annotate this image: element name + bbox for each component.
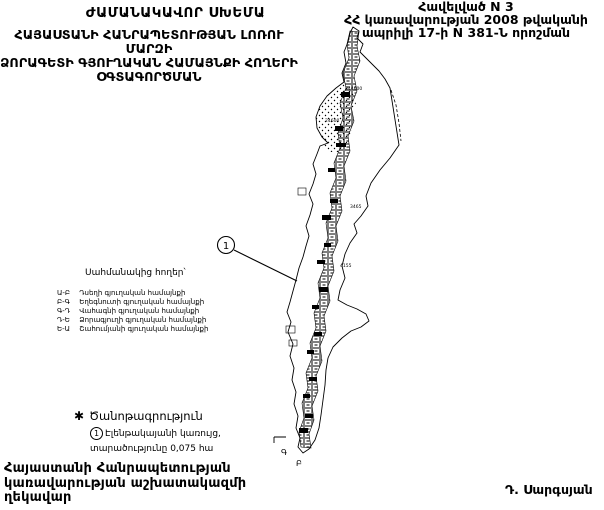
footnote-line-1 bbox=[90, 427, 234, 440]
callout-number: 1 bbox=[222, 241, 230, 252]
boundary-point-letter: Գ bbox=[281, 448, 288, 457]
map-label: 24600 bbox=[325, 119, 340, 124]
map-label: 344600 bbox=[345, 87, 363, 92]
signer-name: Դ. Սարգսյան bbox=[505, 482, 593, 497]
map-label: 3465 bbox=[350, 205, 362, 210]
heading-line-1: ՀԱՅԱՍՏԱՆԻ ՀԱՆՐԱՊԵՏՈՒԹՅԱՆ ԼՈՌՈՒ ՄԱՐԶԻ bbox=[14, 28, 284, 58]
signature-line-1: Հայաստանի Հանրապետության bbox=[4, 461, 231, 476]
footnote-title bbox=[74, 409, 234, 423]
legend-item bbox=[57, 298, 242, 307]
corner-tick bbox=[274, 437, 286, 443]
legend-item-name: Շահումյանի գյուղական համայնքի bbox=[79, 325, 209, 334]
legend-item-name: Վահագնի գյուղական համայնքի bbox=[79, 306, 200, 315]
legend-item-code: Գ-Դ bbox=[57, 306, 71, 315]
legend-title: Սահմանակից հողեր՝ bbox=[85, 268, 186, 278]
footnote-title-text: Ծանոթագրություն bbox=[89, 409, 203, 423]
map-label: 4155 bbox=[340, 264, 352, 269]
legend bbox=[57, 268, 242, 334]
legend-item-name: Եղեգնուտի գյուղական համայնքի bbox=[79, 297, 205, 306]
signature-block bbox=[4, 462, 246, 506]
legend-item bbox=[57, 316, 242, 325]
signature-line-3: ղեկավար bbox=[4, 490, 72, 506]
legend-item bbox=[57, 289, 242, 298]
footnote-line-2: տարածությունը 0,075 հա bbox=[90, 444, 214, 455]
footnote bbox=[74, 409, 234, 456]
heading-line-2: ՁՈՐԱԳԵՏԻ ԳՅՈՒՂԱԿԱՆ ՀԱՄԱՅՆՔԻ ՀՈՂԵՐԻ bbox=[0, 56, 298, 72]
asterisk-icon: ✱ bbox=[74, 409, 85, 423]
legend-item-code: Ե-Ա bbox=[57, 325, 71, 334]
boundary-point-letter: Բ bbox=[296, 459, 302, 468]
appendix-line-2: ՀՀ կառավարության 2008 թվականի bbox=[344, 11, 588, 27]
legend-item-name: Ձորագյուղի գյուղական համայնքի bbox=[79, 315, 207, 324]
signature-line-2: կառավարության աշխատակազմի bbox=[4, 475, 247, 491]
appendix-line-1: Հավելված N 3 bbox=[418, 0, 514, 14]
legend-item bbox=[57, 307, 242, 316]
document-title: ԺԱՄԱՆԱԿԱՎՈՐ ՍԽԵՄԱ bbox=[85, 5, 266, 21]
legend-item-code: Բ-Գ bbox=[57, 297, 70, 306]
legend-item-code: Դ-Ե bbox=[57, 315, 70, 324]
circled-one-icon: 1 bbox=[90, 427, 103, 440]
appendix-line-3: ապրիլի 17-ի N 381-Ն որոշման bbox=[361, 24, 571, 40]
legend-item bbox=[57, 325, 242, 334]
legend-item-name: Դսեղի գյուղական համայնքի bbox=[79, 288, 186, 297]
footnote-text-1: Էլենթակայանի կառույց, bbox=[105, 429, 221, 439]
heading-line-3: ՕԳՏԱԳՈՐԾՄԱՆ bbox=[96, 70, 202, 86]
legend-item-code: Ա-Բ bbox=[57, 288, 71, 297]
